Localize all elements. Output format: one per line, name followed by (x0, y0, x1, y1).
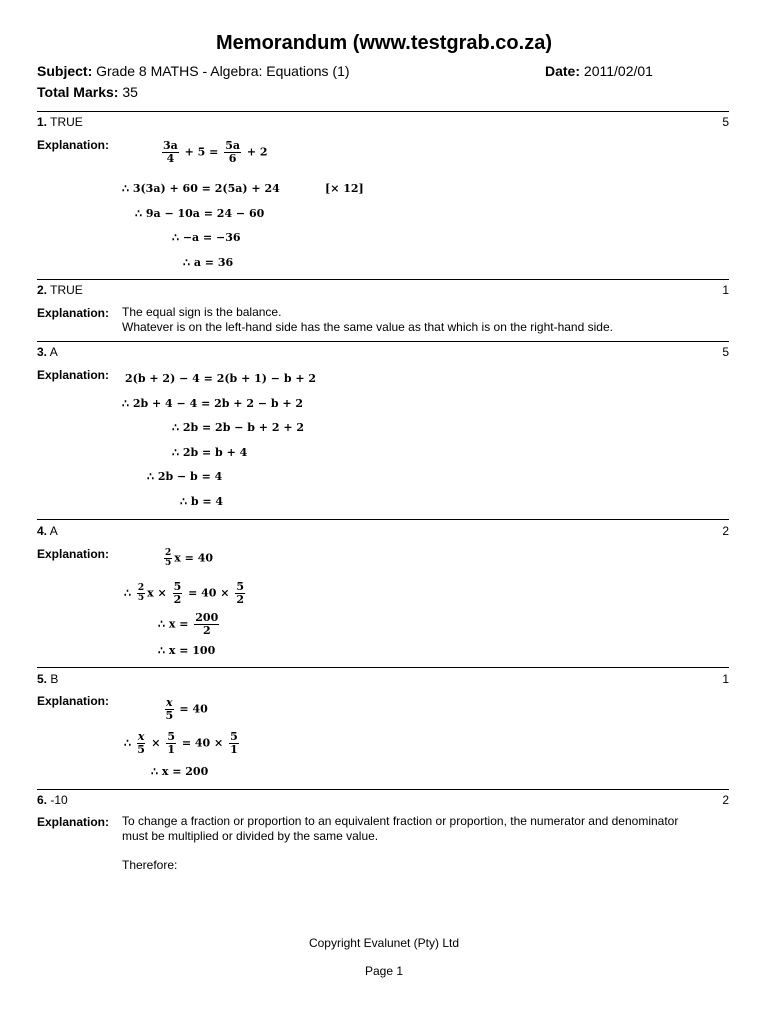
explanation-line: The equal sign is the balance. (122, 305, 282, 319)
fraction: $\frac{x}{5}$ (137, 730, 145, 756)
q1-equation-line-2: ∴ 3(3a) + 60 = 2(5a) + 24 (122, 182, 280, 195)
divider (37, 519, 729, 520)
total-marks-line (37, 84, 138, 101)
explanation-label: Explanation: (37, 547, 110, 561)
fraction: $\frac{5}{2}$ (173, 580, 182, 606)
fraction: $\frac{2}{5}$ (165, 548, 172, 568)
divider (37, 667, 729, 668)
q3-equation-line-5: ∴ 2b − b = 4 (147, 470, 223, 483)
q5-equation-line-2: ∴ $\frac{x}{5}$ × $\frac{5}{1}$ = 40 × $\frac{5}{1}$ (124, 730, 238, 756)
date-label: Date: (545, 63, 581, 79)
fraction: $\frac{2}{5}$ (137, 583, 145, 603)
date-value: 2011/02/01 (583, 63, 653, 79)
question-1-header (37, 115, 729, 129)
q2-explanation-text (122, 305, 722, 335)
question-number: 5. (37, 672, 48, 686)
fraction: $\frac{5}{2}$ (236, 580, 244, 606)
question-marks: 2 (722, 793, 729, 807)
question-marks: 5 (722, 345, 729, 359)
question-answer: B (50, 672, 59, 686)
divider (37, 341, 729, 342)
copyright-text: Copyright Evalunet (Pty) Ltd (308, 936, 460, 950)
page-number: Page 1 (364, 964, 404, 978)
q6-explanation-text (122, 814, 722, 844)
q3-equation-line-6: ∴ b = 4 (180, 495, 224, 508)
fraction: $\frac{3a}{4}$ (163, 139, 178, 165)
q3-equation-line-4: ∴ 2b = b + 4 (172, 446, 248, 459)
q4-equation-line-1: $\frac{2}{5}$ x = 40 (165, 548, 214, 568)
page-title: Memorandum (www.testgrab.co.za) (216, 32, 552, 54)
divider (37, 111, 729, 112)
fraction: $\frac{5}{1}$ (167, 730, 175, 756)
total-marks-value: 35 (122, 84, 138, 100)
explanation-line: Whatever is on the left-hand side has the same value as that which is on the right-hand side. (122, 320, 613, 334)
q1-multiplier-note: [× 12] (325, 182, 364, 195)
question-4-header (37, 524, 729, 538)
date-line (545, 63, 653, 80)
fraction: $\frac{x}{5}$ (165, 696, 174, 722)
question-number: 6. (37, 793, 48, 807)
divider (37, 789, 729, 790)
fraction: $\frac{200}{2}$ (195, 611, 219, 637)
question-number: 1. (37, 115, 48, 129)
question-answer: -10 (50, 793, 68, 807)
question-3-header (37, 345, 729, 359)
subject-value: Grade 8 MATHS - Algebra: Equations (1) (96, 63, 350, 79)
q1-equation-line-3: ∴ 9a − 10a = 24 − 60 (135, 207, 265, 220)
question-number: 3. (37, 345, 48, 359)
question-answer: TRUE (50, 283, 83, 297)
q3-equation-line-2: ∴ 2b + 4 − 4 = 2b + 2 − b + 2 (122, 397, 304, 410)
explanation-label: Explanation: (37, 138, 110, 152)
explanation-label: Explanation: (37, 694, 110, 708)
explanation-label: Explanation: (37, 815, 110, 829)
question-marks: 5 (722, 115, 729, 129)
q4-equation-line-2: ∴ $\frac{2}{5}$ x × $\frac{5}{2}$ = 40 × $\frac{5}{2}$ (124, 580, 244, 606)
explanation-line: must be multiplied or divided by the same value. (122, 829, 379, 843)
q1-equation-line-1: $\frac{3a}{4}$ + 5 = $\frac{5a}{6}$ + 2 (163, 139, 268, 165)
q5-equation-line-1: $\frac{x}{5}$ = 40 (165, 696, 208, 722)
subject-line (37, 63, 350, 80)
q6-therefore: Therefore: (122, 858, 178, 872)
question-marks: 2 (722, 524, 729, 538)
question-marks: 1 (722, 283, 729, 297)
q1-equation-line-4: ∴ −a = −36 (172, 231, 241, 244)
q3-equation-line-3: ∴ 2b = 2b − b + 2 + 2 (172, 421, 305, 434)
question-5-header (37, 672, 729, 686)
divider (37, 279, 729, 280)
fraction: $\frac{5}{1}$ (230, 730, 238, 756)
q4-equation-line-4: ∴ x = 100 (158, 644, 216, 657)
fraction: $\frac{5a}{6}$ (225, 139, 240, 165)
question-number: 4. (37, 524, 48, 538)
question-6-header (37, 793, 729, 807)
total-marks-label: Total Marks: (37, 84, 119, 100)
q5-equation-line-3: ∴ x = 200 (151, 765, 209, 778)
question-answer: TRUE (50, 115, 83, 129)
subject-label: Subject: (37, 63, 93, 79)
question-number: 2. (37, 283, 48, 297)
q1-equation-line-5: ∴ a = 36 (183, 256, 234, 269)
question-marks: 1 (722, 672, 729, 686)
q4-equation-line-3: ∴ x = $\frac{200}{2}$ (158, 611, 219, 637)
question-2-header (37, 283, 729, 297)
explanation-line: To change a fraction or proportion to an equivalent fraction or proportion, the numerator and denominator (122, 814, 679, 828)
explanation-label: Explanation: (37, 368, 110, 382)
question-answer: A (49, 345, 58, 359)
question-answer: A (49, 524, 58, 538)
q3-equation-line-1: 2(b + 2) − 4 = 2(b + 1) − b + 2 (125, 372, 317, 385)
explanation-label: Explanation: (37, 306, 110, 320)
